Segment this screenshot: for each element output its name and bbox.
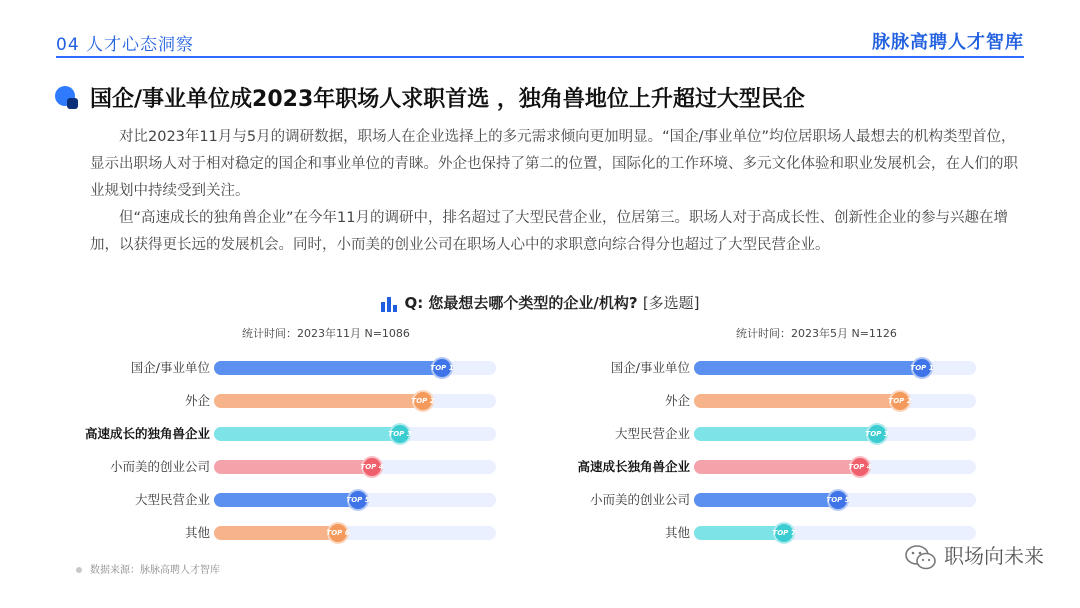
bar-category-label: 大型民营企业: [134, 492, 210, 507]
bar-track: [694, 493, 976, 507]
bar: [694, 394, 900, 408]
bar-track: [214, 394, 496, 408]
watermark-text: 职场向未来: [944, 544, 1044, 568]
bar-row: [60, 388, 496, 412]
page-header: [0, 22, 1080, 58]
bar-category-label: 大型民营企业: [614, 426, 690, 441]
bar-category-label: 外企: [664, 393, 690, 408]
bar: [214, 460, 372, 474]
bar-track: [214, 526, 496, 540]
chart-question-tag: [多选题]: [642, 294, 700, 312]
source-bullet: [76, 567, 82, 573]
rank-badge: TOP 1: [431, 357, 453, 379]
bar-row: [540, 421, 976, 445]
bar-category-label: 高速成长独角兽企业: [577, 459, 690, 474]
bar: [214, 427, 400, 441]
bar-track: [214, 493, 496, 507]
bar-category-label: 小而美的创业公司: [109, 459, 210, 474]
chart-panel-nov: [60, 325, 500, 555]
chart-question: Q: 您最想去哪个类型的企业/机构?: [404, 294, 638, 312]
bar: [214, 526, 338, 540]
chart-title: [0, 292, 1080, 313]
bar-category-label: 国企/事业单位: [130, 360, 210, 375]
stat-label: 统计时间：2023年11月 N=1086: [242, 327, 410, 340]
bar: [694, 460, 860, 474]
bar-category-label: 小而美的创业公司: [589, 492, 690, 507]
title-bullet-icon: [54, 85, 80, 111]
bar: [694, 427, 877, 441]
chart-panel-may: [540, 325, 980, 555]
rank-badge: TOP 5: [347, 489, 369, 511]
bar-row: [60, 355, 496, 379]
wechat-icon: [904, 544, 938, 572]
paragraph-1: 对比2023年11月与5月的调研数据，职场人在企业选择上的多元需求倾向更加明显。“国企/事业单位”均位居职场人最想去的机构类型首位，显示出职场人对于相对稳定的国企和事业单位的青睐。外企也保持了第二的位置，国际化的工作环境、多元文化体验和职业发展机会，在人们的职业规划中持续受到关注。: [90, 129, 1018, 199]
bar: [694, 493, 838, 507]
rank-badge: TOP 3: [389, 423, 411, 445]
watermark: [904, 540, 1044, 576]
rank-badge: TOP 6: [327, 522, 349, 544]
rank-badge: TOP 2: [889, 390, 911, 412]
bar-track: [694, 427, 976, 441]
bar-track: [694, 526, 976, 540]
rank-badge: TOP 7: [773, 522, 795, 544]
paragraph-2: 但“高速成长的独角兽企业”在今年11月的调研中，排名超过了大型民营企业，位居第三。职场人对于高成长性、创新性企业的参与兴趣在增加，以获得更长远的发展机会。同时，小而美的创业公司在职场人心中的求职意向综合得分也超过了大型民营企业。: [90, 210, 1008, 253]
bar-row: [540, 388, 976, 412]
body-text: [90, 124, 1020, 259]
rank-badge: TOP 5: [827, 489, 849, 511]
section-label: 04 人才心态洞察: [56, 35, 195, 55]
bar-row: [540, 355, 976, 379]
rank-badge: TOP 2: [412, 390, 434, 412]
bar-row: [60, 520, 496, 544]
bar: [694, 526, 784, 540]
rank-badge: TOP 4: [849, 456, 871, 478]
bar-row: [540, 487, 976, 511]
bar: [214, 394, 423, 408]
bar-track: [694, 394, 976, 408]
bar-row: [540, 454, 976, 478]
bar-category-label: 国企/事业单位: [610, 360, 690, 375]
stat-label: 统计时间：2023年5月 N=1126: [736, 327, 897, 340]
source-text: 数据来源：脉脉高聘人才智库: [90, 565, 220, 576]
rank-badge: TOP 3: [866, 423, 888, 445]
bar-row: [60, 421, 496, 445]
bar-row: [60, 454, 496, 478]
bar-track: [694, 361, 976, 375]
data-source: [76, 561, 220, 576]
bar: [214, 493, 358, 507]
header-divider: [56, 56, 1024, 58]
bar-track: [694, 460, 976, 474]
rank-badge: TOP 4: [361, 456, 383, 478]
bar-category-label: 外企: [184, 393, 210, 408]
bar-category-label: 其他: [184, 525, 210, 540]
bar-chart-icon: [380, 296, 398, 312]
bar-track: [214, 460, 496, 474]
bar-track: [214, 361, 496, 375]
page-title: 国企/事业单位成2023年职场人求职首选 ，独角兽地位上升超过大型民企: [90, 87, 805, 112]
bar-category-label: 高速成长的独角兽企业: [84, 426, 210, 441]
rank-badge: TOP 1: [911, 357, 933, 379]
bar-row: [60, 487, 496, 511]
brand-label: 脉脉高聘人才智库: [872, 32, 1024, 53]
bar-track: [214, 427, 496, 441]
bar: [694, 361, 922, 375]
bar: [214, 361, 442, 375]
bar-category-label: 其他: [664, 525, 690, 540]
